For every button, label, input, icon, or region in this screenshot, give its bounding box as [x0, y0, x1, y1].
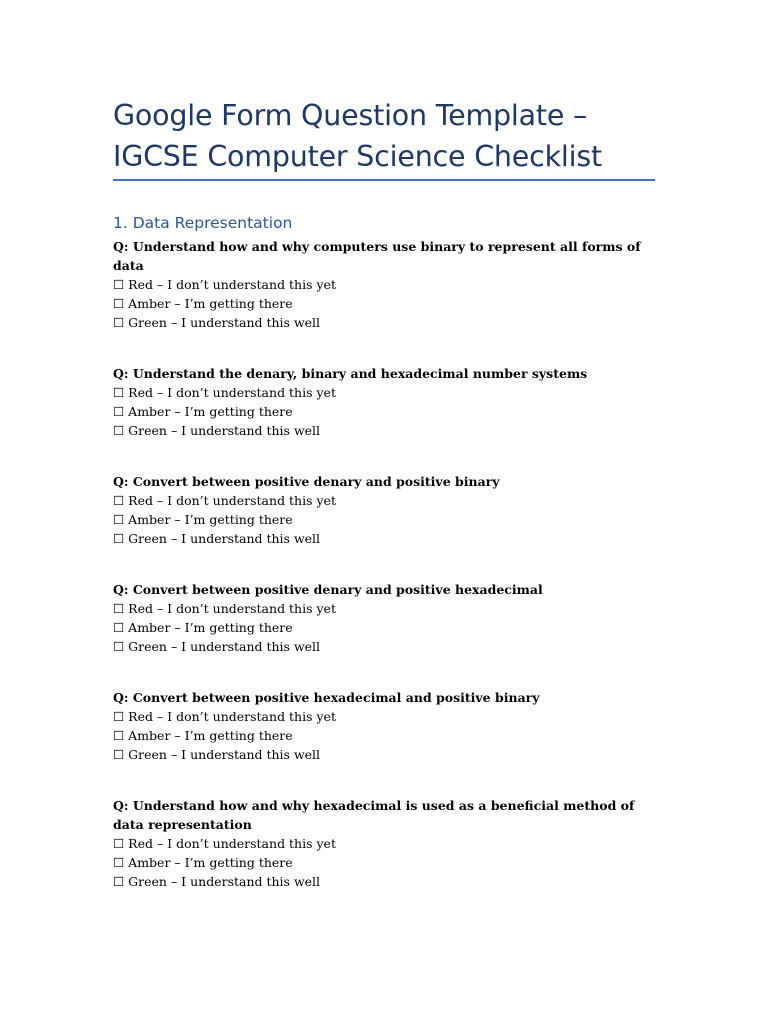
question-text: Q: Understand how and why computers use binary to represent all forms of data — [113, 239, 641, 273]
section-heading: 1. Data Representation — [113, 214, 293, 232]
question-block — [113, 580, 658, 656]
question-text: Q: Convert between positive denary and positive binary — [113, 474, 500, 489]
option-amber: ☐ Amber – I’m getting there — [113, 404, 293, 419]
option-red: ☐ Red – I don’t understand this yet — [113, 709, 336, 724]
option-amber: ☐ Amber – I’m getting there — [113, 512, 293, 527]
option-red: ☐ Red – I don’t understand this yet — [113, 277, 336, 292]
question-block — [113, 364, 658, 440]
option-red: ☐ Red – I don’t understand this yet — [113, 493, 336, 508]
option-red: ☐ Red – I don’t understand this yet — [113, 385, 336, 400]
question-block — [113, 796, 658, 891]
option-green: ☐ Green – I understand this well — [113, 315, 321, 330]
option-red: ☐ Red – I don’t understand this yet — [113, 601, 336, 616]
question-text: Q: Understand the denary, binary and hexadecimal number systems — [113, 366, 588, 381]
option-amber: ☐ Amber – I’m getting there — [113, 296, 293, 311]
document-title — [113, 95, 658, 177]
option-red: ☐ Red – I don’t understand this yet — [113, 836, 336, 851]
question-list — [113, 237, 658, 923]
option-amber: ☐ Amber – I’m getting there — [113, 855, 293, 870]
option-green: ☐ Green – I understand this well — [113, 531, 321, 546]
option-green: ☐ Green – I understand this well — [113, 639, 321, 654]
title-line-2: IGCSE Computer Science Checklist — [113, 140, 602, 173]
title-underline — [113, 179, 655, 181]
question-text: Q: Convert between positive denary and positive hexadecimal — [113, 582, 543, 597]
option-green: ☐ Green – I understand this well — [113, 874, 321, 889]
title-line-1: Google Form Question Template – — [113, 99, 588, 132]
option-green: ☐ Green – I understand this well — [113, 747, 321, 762]
question-block — [113, 472, 658, 548]
option-amber: ☐ Amber – I’m getting there — [113, 728, 293, 743]
question-text: Q: Convert between positive hexadecimal and positive binary — [113, 690, 540, 705]
option-amber: ☐ Amber – I’m getting there — [113, 620, 293, 635]
option-green: ☐ Green – I understand this well — [113, 423, 321, 438]
question-block — [113, 688, 658, 764]
question-text: Q: Understand how and why hexadecimal is used as a beneficial method of data representation — [113, 798, 635, 832]
question-block — [113, 237, 658, 332]
